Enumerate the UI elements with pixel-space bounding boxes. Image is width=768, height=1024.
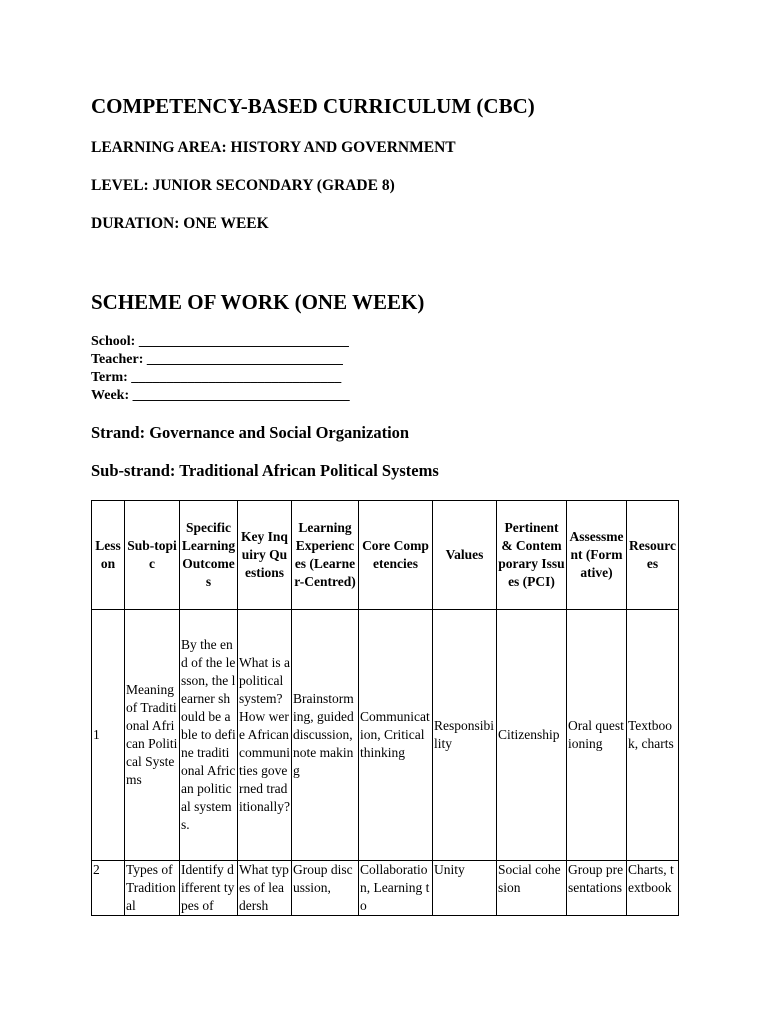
outcomes-cell: Identify different types of (180, 861, 238, 916)
pci-cell: Social cohesion (497, 861, 567, 916)
table-header-row (92, 501, 679, 610)
header-competencies: Core Competencies (359, 501, 433, 610)
experiences-cell: Brainstorming, guided discussion, note making (292, 610, 359, 861)
term-field: Term: ______________________________ (91, 370, 342, 385)
values-cell: Responsibility (433, 610, 497, 861)
sub-strand: Sub-strand: Traditional African Political Systems (91, 461, 439, 480)
experiences-cell: Group discussion, (292, 861, 359, 916)
questions-cell: What is a political system? How were African communities governed traditionally? (238, 610, 292, 861)
lesson-cell: 1 (92, 610, 125, 861)
table-row (92, 861, 679, 916)
values-cell: Unity (433, 861, 497, 916)
questions-cell: What types of leadersh (238, 861, 292, 916)
header-values: Values (433, 501, 497, 610)
header-sub-topic: Sub-topic (125, 501, 180, 610)
sub-topic-cell: Types of Traditional (125, 861, 180, 916)
resources-cell: Charts, textbook (627, 861, 679, 916)
assessment-cell: Group presentations (567, 861, 627, 916)
scheme-title: SCHEME OF WORK (ONE WEEK) (91, 290, 425, 314)
header-pci: Pertinent & Contemporary Issues (PCI) (497, 501, 567, 610)
competencies-cell: Communication, Critical thinking (359, 610, 433, 861)
pci-cell: Citizenship (497, 610, 567, 861)
sub-topic-cell: Meaning of Traditional African Political Systems (125, 610, 180, 861)
header-outcomes: Specific Learning Outcomes (180, 501, 238, 610)
header-resources: Resources (627, 501, 679, 610)
duration: DURATION: ONE WEEK (91, 215, 269, 232)
learning-area: LEARNING AREA: HISTORY AND GOVERNMENT (91, 139, 456, 156)
header-questions: Key Inquiry Questions (238, 501, 292, 610)
level: LEVEL: JUNIOR SECONDARY (GRADE 8) (91, 177, 395, 194)
scheme-table (91, 500, 679, 916)
resources-cell: Textbook, charts (627, 610, 679, 861)
header-experiences: Learning Experiences (Learner-Centred) (292, 501, 359, 610)
header-assessment: Assessment (Formative) (567, 501, 627, 610)
strand: Strand: Governance and Social Organization (91, 423, 410, 442)
lesson-cell: 2 (92, 861, 125, 916)
week-field: Week: _______________________________ (91, 388, 350, 403)
table-row (92, 610, 679, 861)
school-field: School: ______________________________ (91, 334, 349, 349)
assessment-cell: Oral questioning (567, 610, 627, 861)
document-title: COMPETENCY-BASED CURRICULUM (CBC) (91, 94, 535, 118)
header-lesson: Lesson (92, 501, 125, 610)
outcomes-cell: By the end of the lesson, the learner should be able to define traditional African political systems. (180, 610, 238, 861)
teacher-field: Teacher: ____________________________ (91, 352, 343, 367)
competencies-cell: Collaboration, Learning to (359, 861, 433, 916)
